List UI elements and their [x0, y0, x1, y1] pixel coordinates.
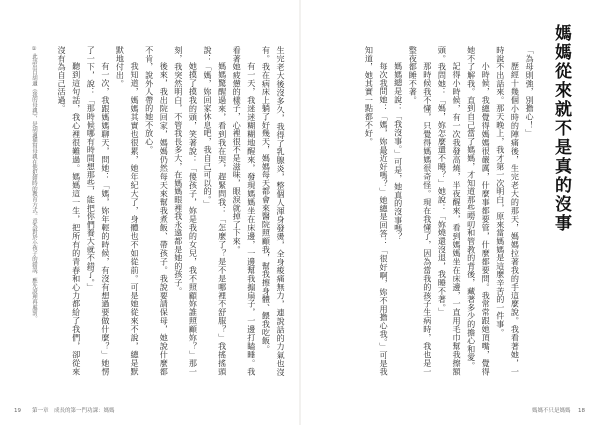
right-page — [301, 0, 600, 425]
paragraph: 媽媽驚醒過來，看到我在哭，趕緊問我：「怎麼了？是不是哪裡不舒服？」我搖搖頭說：「媽，妳回家休息吧，我自己可以的。」 — [203, 46, 228, 376]
paragraph: 生完老大後沒多久，我得了乳腺炎，整個人渾身發燙，全身痠痛無力，連說話的力氣也沒有。我在病床上躺了好幾天，媽媽每天都會來醫院照顧我，幫我擦身體、餵我吃飯。 — [261, 46, 286, 376]
paragraph: 我知道，媽媽其實也很累，她年紀大了，身體也不如從前。可是她從來不說，總是默默地付出。 — [115, 46, 141, 376]
paragraph: 歷經十幾個小時的陣痛後，生完老大的那天，媽媽拉著我的手這麼說。我看著她，一時說不出話來。那天晚上，我才第一次明白，原來當媽媽是這麼辛苦的一件事。 — [495, 46, 521, 376]
left-body-text — [44, 46, 288, 376]
page-number: 19 — [14, 408, 21, 414]
paragraph: 「為母則強，別擔心！」 — [525, 46, 535, 138]
paragraph: 那時候我不懂，只覺得媽媽很奇怪。現在我懂了，因為當我的孩子生病時，我也是一整夜都睡不著。 — [408, 46, 433, 376]
right-body-text — [309, 46, 537, 376]
running-head: 媽媽不只是媽媽 — [532, 408, 571, 414]
paragraph: 後來，我出院回家，媽媽仍然每天來幫我煮飯、帶孩子。我說要請保母，她說什麼都不肯，說外人帶的她不放心。 — [144, 46, 170, 376]
page-number: 18 — [578, 408, 585, 414]
paragraph: 她摸了摸我的頭，笑著說：「傻孩子，妳是我的女兒，我不照顧妳誰照顧妳？」那一刻，我突然明白，不管我長多大，在媽媽眼裡我永遠都是她的孩子。 — [173, 46, 199, 376]
left-page — [0, 0, 299, 425]
paragraph: 有一次，我跟媽媽聊天，問她：「媽，妳年輕的時候，有沒有想過要做什麼？」她愣了一下，說：「那時候哪有時間想那些，能把你們養大就不錯了。」 — [86, 46, 111, 376]
paragraph: 媽媽總是說：「我沒事。」可是，她真的沒事嗎？ — [393, 62, 404, 241]
paragraph: 小時候，我總覺得媽媽很嚴厲，什麼事都要管，什麼都要問。我常常跟她頂嘴，覺得她不了解我。直到自己當了媽媽，才知道那些嘮叨和管教的背後，藏著多少的擔心和愛。 — [466, 46, 492, 376]
footnote: ① 此語出自胡適《我的母親》，是胡適描寫母親在他犯錯時的教育方式。意為對於小孩子的錯誤，應先說理再處罰。 — [31, 46, 37, 322]
running-head: 第一章 成長的第一門功課：媽媽 — [32, 408, 115, 414]
paragraph: 有一天，我迷迷糊糊地醒來，發現媽媽坐在床邊，一邊幫我搧扇子，一邊打瞌睡。我看著她疲憊的樣子，心裡很不是滋味，眼淚就掉了下來。 — [232, 46, 257, 376]
paragraph: 每次我問她：「媽，妳最近好嗎？」她總是回答：「很好啊，妳不用擔心我。」可是我知道，她其實一點都不好。 — [364, 46, 390, 376]
paragraph: 聽到這句話，我心裡很難過。媽媽這一生，把所有的青春和心力都給了我們，卻從來沒有為自己活過。 — [57, 46, 82, 376]
paragraph: 記得小時候，有一次我發高燒，半夜醒來，看到媽媽坐在床邊，一直用毛巾幫我擦額頭。我問她：「媽，妳怎麼還不睡？」她說：「妳燒還沒退，我睡不著。」 — [437, 46, 463, 376]
chapter-title: 媽媽從來就不是真的沒事 — [551, 24, 571, 233]
